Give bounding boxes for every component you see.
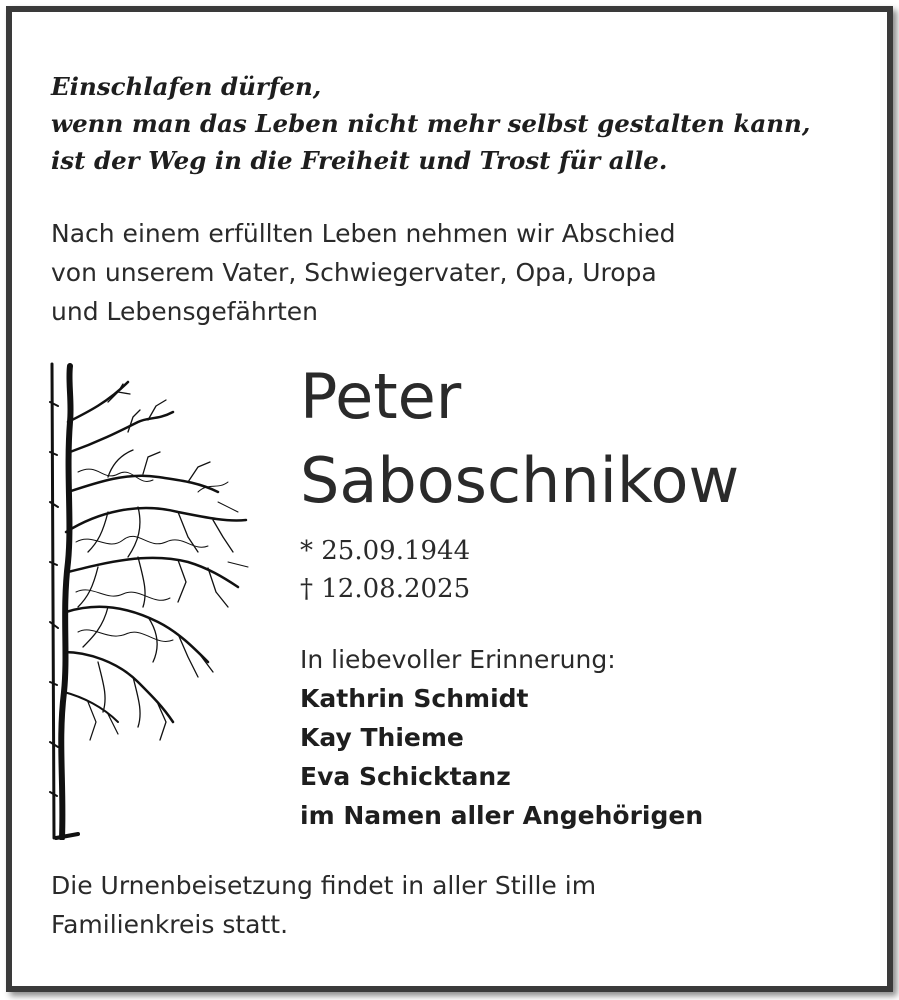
farewell-intro [51,214,851,331]
signatory: Eva Schicktanz [300,762,511,791]
intro-line: von unserem Vater, Schwiegervater, Opa, Uropa [51,258,657,287]
footer-line: Die Urnenbeisetzung findet in aller Stille im [51,871,597,900]
burial-notice [51,866,851,944]
first-name: Peter [300,360,462,433]
signatory: im Namen aller Angehörigen [300,801,704,830]
quote-line: wenn man das Leben nicht mehr selbst gestalten kann, [51,109,811,138]
death-date: † 12.08.2025 [300,574,471,604]
in-memory-block [300,640,703,835]
birch-tree-icon [48,362,253,840]
last-name: Saboschnikow [300,444,740,517]
signatory: Kay Thieme [300,723,464,752]
intro-line: Nach einem erfüllten Leben nehmen wir Abschied [51,219,676,248]
footer-line: Familienkreis statt. [51,910,289,939]
opening-quote [51,68,851,179]
memory-lead: In liebevoller Erinnerung: [300,645,616,674]
quote-line: ist der Weg in die Freiheit und Trost für alle. [51,146,668,175]
deceased-name [300,355,739,523]
life-dates [300,532,470,608]
birth-date: * 25.09.1944 [300,536,471,566]
signatory: Kathrin Schmidt [300,684,529,713]
quote-line: Einschlafen dürfen, [51,72,322,101]
intro-line: und Lebensgefährten [51,297,319,326]
